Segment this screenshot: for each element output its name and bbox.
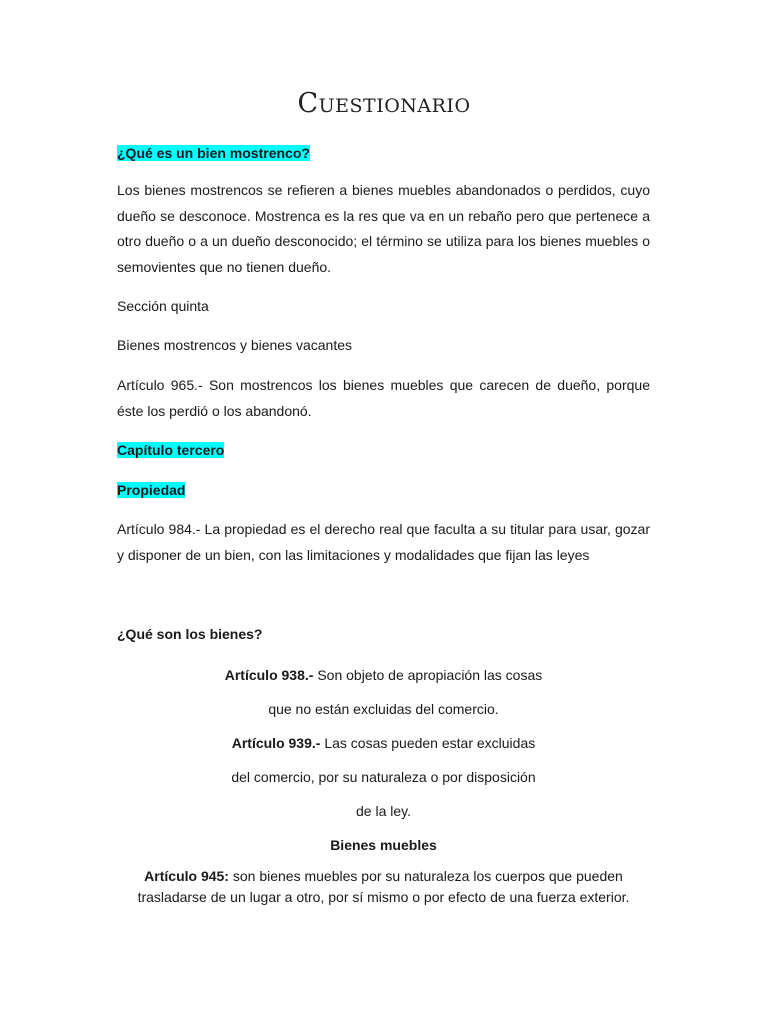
article-939-line-1 [117, 731, 650, 755]
article-938-label: Artículo 938.- [224, 667, 314, 683]
question-heading-mostrenco [117, 141, 650, 167]
article-945-text: son bienes muebles por su naturaleza los cuerpos que pueden [228, 868, 623, 884]
section-label: Sección quinta [117, 298, 209, 314]
article-945-label: Artículo 945: [144, 868, 229, 884]
highlighted-heading: ¿Qué es un bien mostrenco? [117, 145, 310, 161]
page-title: Cuestionario [297, 88, 471, 119]
section-title: Bienes mostrencos y bienes vacantes [117, 337, 353, 353]
property-heading [117, 478, 650, 504]
bienes-muebles-heading: Bienes muebles [330, 837, 437, 853]
definition-paragraph: Los bienes mostrencos se refieren a bienes muebles abandonados o perdidos, cuyo dueño se desconoce. Mostrenca es la res que va en un rebaño pero que pertenece a otro dueño o a un dueño desconocido; el término se utiliza para los bienes muebles o semovientes que no tienen dueño. [117, 182, 650, 275]
chapter-heading [117, 438, 650, 464]
article-984: Artículo 984.- La propiedad es el derecho real que faculta a su titular para usar, gozar y disponer de un bien, con las limitaciones y modalidades que fijan las leyes [117, 521, 650, 563]
article-965: Artículo 965.- Son mostrencos los bienes muebles que carecen de dueño, porque éste los perdió o los abandonó. [117, 377, 650, 419]
highlighted-property: Propiedad [117, 482, 186, 498]
article-938-line-1 [117, 663, 650, 687]
article-939-label: Artículo 939.- [231, 735, 321, 751]
article-945-line-1 [117, 866, 650, 887]
highlighted-chapter: Capítulo tercero [117, 442, 225, 458]
question-heading-bienes: ¿Qué son los bienes? [117, 626, 263, 642]
article-938-line-2: que no están excluidas del comercio. [268, 701, 499, 717]
article-938-text: Son objeto de apropiación las cosas [313, 667, 543, 683]
article-939-line-2: del comercio, por su naturaleza o por disposición [231, 769, 536, 785]
article-939-text: Las cosas pueden estar excluidas [320, 735, 536, 751]
article-945-line-2: trasladarse de un lugar a otro, por sí mismo o por efecto de una fuerza exterior. [137, 889, 630, 905]
article-939-line-3: de la ley. [356, 803, 411, 819]
